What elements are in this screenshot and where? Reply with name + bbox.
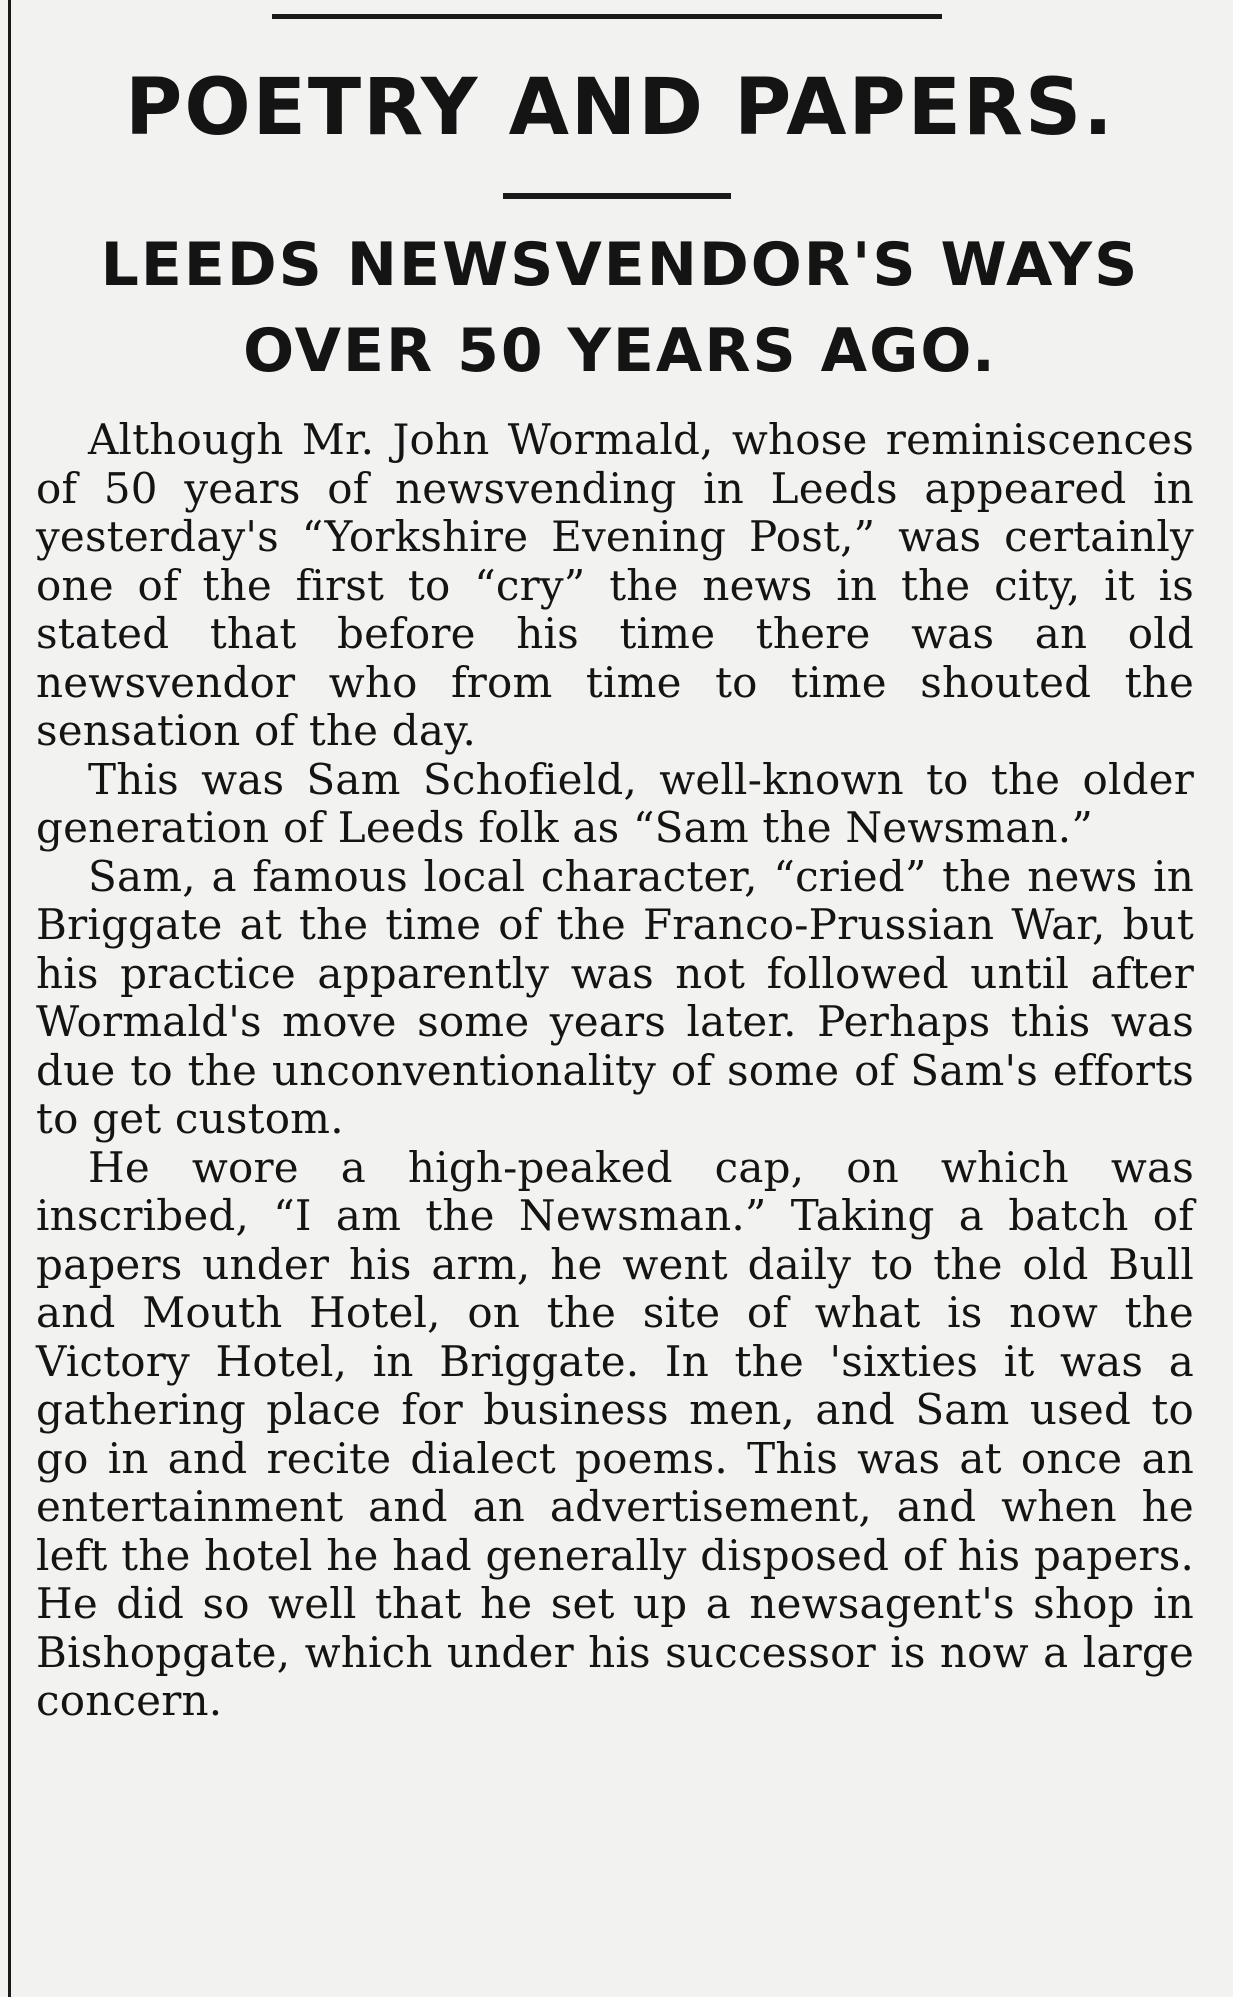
headline-divider-rule: [503, 193, 731, 199]
article-paragraph: Although Mr. John Wormald, whose reminiscences of 50 years of newsvending in Leeds appeared in yesterday's “Yorkshire Evening Post,” was certainly one of the first to “cry” the news in the city, it is stated that before his time there was an old newsvendor who from time to time shouted the sensation of the day.: [36, 415, 1194, 755]
top-divider-rule: [272, 14, 942, 19]
subheadline-line-1: LEEDS NEWSVENDOR'S WAYS: [100, 230, 1140, 300]
article-paragraph: He wore a high-peaked cap, on which was inscribed, “I am the Newsman.” Taking a batch of papers under his arm, he went daily to the old Bull and Mouth Hotel, on the site of what is now the Victory Hotel, in Briggate. In the 'sixties it was a gathering place for business men, and Sam used to go in and recite dialect poems. This was at once an entertainment and an advertisement, and when he left the hotel he had generally disposed of his papers. He did so well that he set up a newsagent's shop in Bishopgate, which under his successor is now a large concern.: [36, 1142, 1194, 1725]
article-paragraph: This was Sam Schofield, well-known to the older generation of Leeds folk as “Sam the Newsman.”: [36, 754, 1194, 852]
subheadline-line-2: OVER 50 YEARS AGO.: [243, 316, 997, 386]
article-body: [36, 416, 1194, 1726]
headline: POETRY AND PAPERS.: [125, 63, 1115, 153]
article-paragraph: Sam, a famous local character, “cried” the news in Briggate at the time of the Franco-Prussian War, but his practice apparently was not followed until after Wormald's move some years later. Perhaps this was due to the unconventionality of some of Sam's efforts to get custom.: [36, 851, 1194, 1143]
subheadline: [40, 222, 1200, 394]
column-border-rule: [8, 0, 11, 1997]
